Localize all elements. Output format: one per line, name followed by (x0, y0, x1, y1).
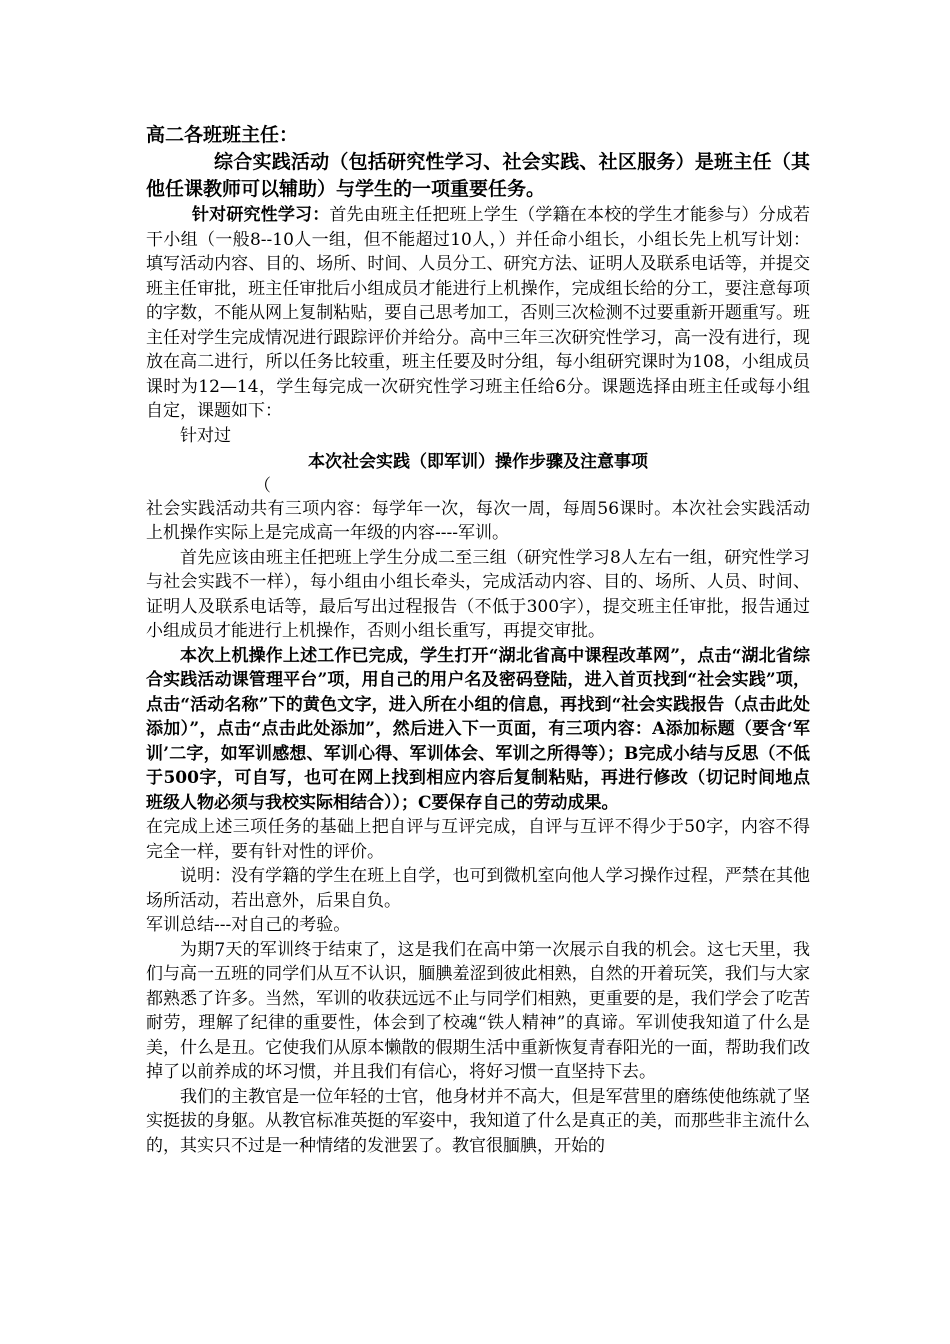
note-paragraph: 说明：没有学籍的学生在班上自学，也可到微机室向他人学习操作过程，严禁在其他场所活动，若出意外，后果自负。 (146, 866, 810, 911)
essay-paragraph-2: 我们的主教官是一位年轻的士官，他身材并不高大，但是军营里的磨练使他练就了坚实挺拔的身躯。从教官标准英挺的军姿中，我知道了什么是真正的美，而那些非主流什么的，其实只不过是一种情绪的发泄罢了。教官很腼腆，开始的 (146, 1086, 810, 1156)
research-text: 首先由班主任把班上学生（学籍在本校的学生才能参与）分成若干小组（一般8--10人一组，但不能超过10人，）并任命小组长，小组长先上机写计划：填写活动内容、目的、场所、时间、人员分工、研究方法、证明人及联系电话等，并提交班主任审批，班主任审批后小组成员才能进行上机操作，完成组长给的分工，要注意每项的字数，不能从网上复制粘贴，要自己思考加工，否则三次检测不过要重新开题重写。班主任对学生完成情况进行跟踪评价并给分。高中三年三次研究性学习，高一没有进行，现放在高二进行，所以任务比较重，班主任要及时分组，每小组研究课时为108，小组成员课时为12—14，学生每完成一次研究性学习班主任给6分。课题选择由班主任或每小组自定，课题如下： (146, 205, 811, 421)
operation-steps-paragraph: 本次上机操作上述工作已完成，学生打开“湖北省高中课程改革网”，点击“湖北省综合实践活动课管理平台”项，用自己的用户名及密码登陆，进入首页找到“社会实践”项，点击“活动名称”下的黄色文字，进入所在小组的信息，再找到“社会实践报告（点击此处添加）”，点击“点击此处添加”，然后进入下一页面，有三项内容：A添加标题（要含‘军训’二字，如军训感想、军训心得、军训体会、军训之所得等）；B完成小结与反思（不低于500字，可自写，也可在网上找到相应内容后复制粘贴，再进行修改（切记时间地点班级人物必须与我校实际相结合））；C要保存自己的劳动成果。 (146, 645, 810, 813)
research-paragraph (146, 203, 810, 424)
grouping-paragraph: 首先应该由班主任把班上学生分成二至三组（研究性学习8人左右一组，研究性学习与社会实践不一样），每小组由小组长牵头，完成活动内容、目的、场所、人员、时间、证明人及联系电话等，最后写出过程报告（不低于300字），提交班主任审批，报告通过小组成员才能进行上机操作，否则小组长重写，再提交审批。 (146, 547, 810, 641)
social-practice-paragraph: 社会实践活动共有三项内容：每学年一次，每次一周，每周56课时。本次社会实践活动上机操作实际上是完成高一年级的内容----军训。 (146, 498, 810, 543)
essay-paragraph-1: 为期7天的军训终于结束了，这是我们在高中第一次展示自我的机会。这七天里，我们与高一五班的同学们从互不认识，腼腆羞涩到彼此相熟，自然的开着玩笑，我们与大家都熟悉了许多。当然，军训的收获远远不止与同学们相熟，更重要的是，我们学会了吃苦耐劳，理解了纪律的重要性，体会到了校魂“铁人精神”的真谛。军训使我知道了什么是美，什么是丑。它使我们从原本懒散的假期生活中重新恢复青春阳光的一面，帮助我们改掉了以前养成的坏习惯，并且我们有信心，将好习惯一直坚持下去。 (146, 939, 810, 1082)
stray-paren: （ (254, 475, 271, 496)
intro-paragraph: 综合实践活动（包括研究性学习、社会实践、社区服务）是班主任（其他任课教师可以辅助）与学生的一项重要任务。 (146, 151, 810, 200)
document-body (146, 122, 810, 1158)
evaluation-paragraph: 在完成上述三项任务的基础上把自评与互评完成，自评与互评不得少于50字，内容不得完全一样，要有针对性的评价。 (146, 817, 810, 862)
greeting: 高二各班班主任： (146, 124, 299, 146)
research-label: 针对研究性学习： (192, 205, 330, 225)
section-title: 本次社会实践（即军训）操作步骤及注意事项 (308, 452, 648, 472)
summary-title: 军训总结---对自己的考验。 (146, 915, 351, 935)
fragment-line: 针对过 (180, 425, 231, 446)
